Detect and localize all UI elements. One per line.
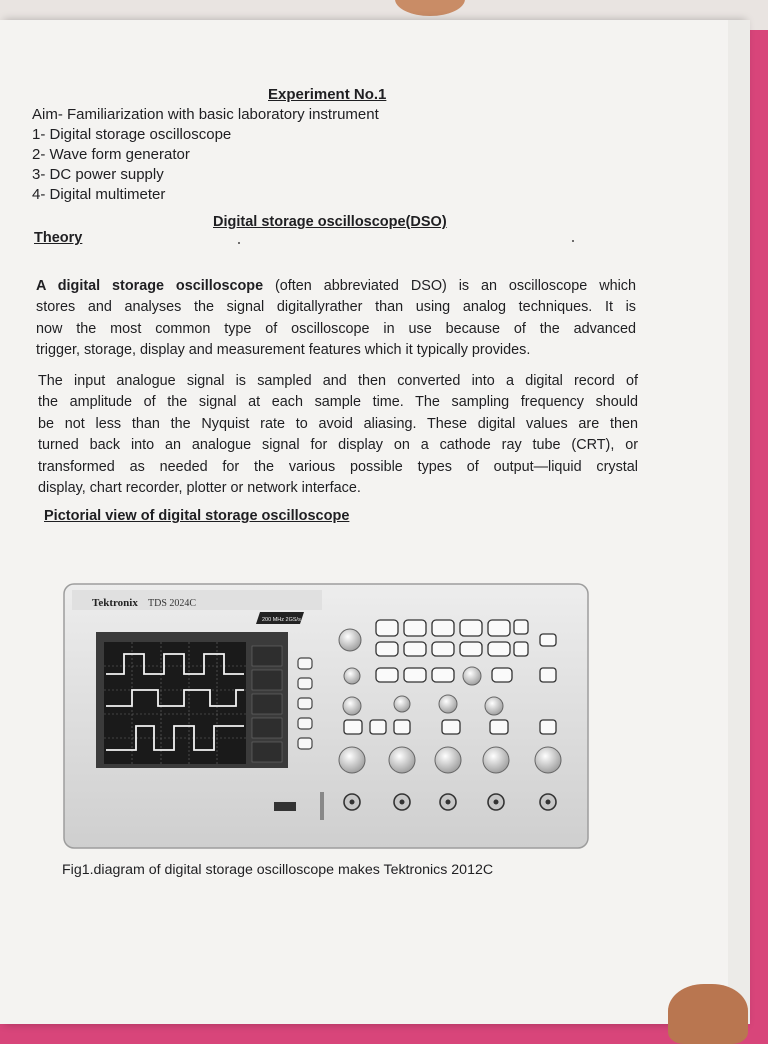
instrument-item: 3- DC power supply [32, 166, 164, 183]
spec-badge-text: 200 MHz 2GS/s [262, 617, 301, 623]
paragraph-sampling [38, 371, 638, 499]
paragraph-dso-intro [36, 276, 636, 362]
theory-heading: Theory [34, 230, 83, 246]
para-line: be not less than the Nyquist rate to avoid aliasing. These digital values are then [38, 415, 638, 432]
usb-port [274, 802, 296, 811]
brand-label: Tektronix [92, 597, 138, 609]
figure-caption: Fig1.diagram of digital storage oscilloscope makes Tektronics 2012C [62, 862, 494, 878]
para-line: stores and analyses the signal digitallyrather than using analog techniques. It is [36, 299, 636, 316]
para-line: turned back into an analogue signal for display on a cathode ray tube (CRT), or [38, 437, 638, 454]
section-title: Digital storage oscilloscope(DSO) [213, 214, 447, 230]
instrument-item: 2- Wave form generator [32, 146, 190, 163]
pictorial-heading: Pictorial view of digital storage oscilloscope [44, 508, 350, 524]
para-line: now the most common type of oscilloscope in use because of the advanced [36, 320, 636, 337]
para-line: display, chart recorder, plotter or network interface. [38, 480, 361, 497]
screen-menu [252, 646, 282, 762]
oscilloscope-figure [62, 580, 590, 852]
instrument-item: 4- Digital multimeter [32, 186, 166, 203]
para-line: trigger, storage, display and measurement features which it typically provides. [36, 342, 531, 359]
document-page [0, 20, 742, 1024]
probe-comp-terminal [320, 792, 324, 820]
experiment-title: Experiment No.1 [268, 86, 387, 103]
aim-line: Aim- Familiarization with basic laboratory instrument [32, 106, 379, 123]
speck [238, 242, 240, 244]
para-line: (often abbreviated DSO) is an oscilloscope which [263, 278, 636, 294]
page-edge [728, 20, 750, 1024]
finger-bottom [668, 984, 748, 1044]
bold-term: A digital storage oscilloscope [36, 278, 264, 294]
instrument-item: 1- Digital storage oscilloscope [32, 126, 232, 143]
para-line: transformed as needed for the various possible types of output—liquid crystal [38, 458, 638, 475]
para-line: the amplitude of the signal at each sample time. The sampling frequency should [38, 394, 638, 411]
para-line: The input analogue signal is sampled and then converted into a digital record of [38, 373, 638, 389]
speck [572, 240, 574, 242]
model-label: TDS 2024C [148, 598, 197, 609]
